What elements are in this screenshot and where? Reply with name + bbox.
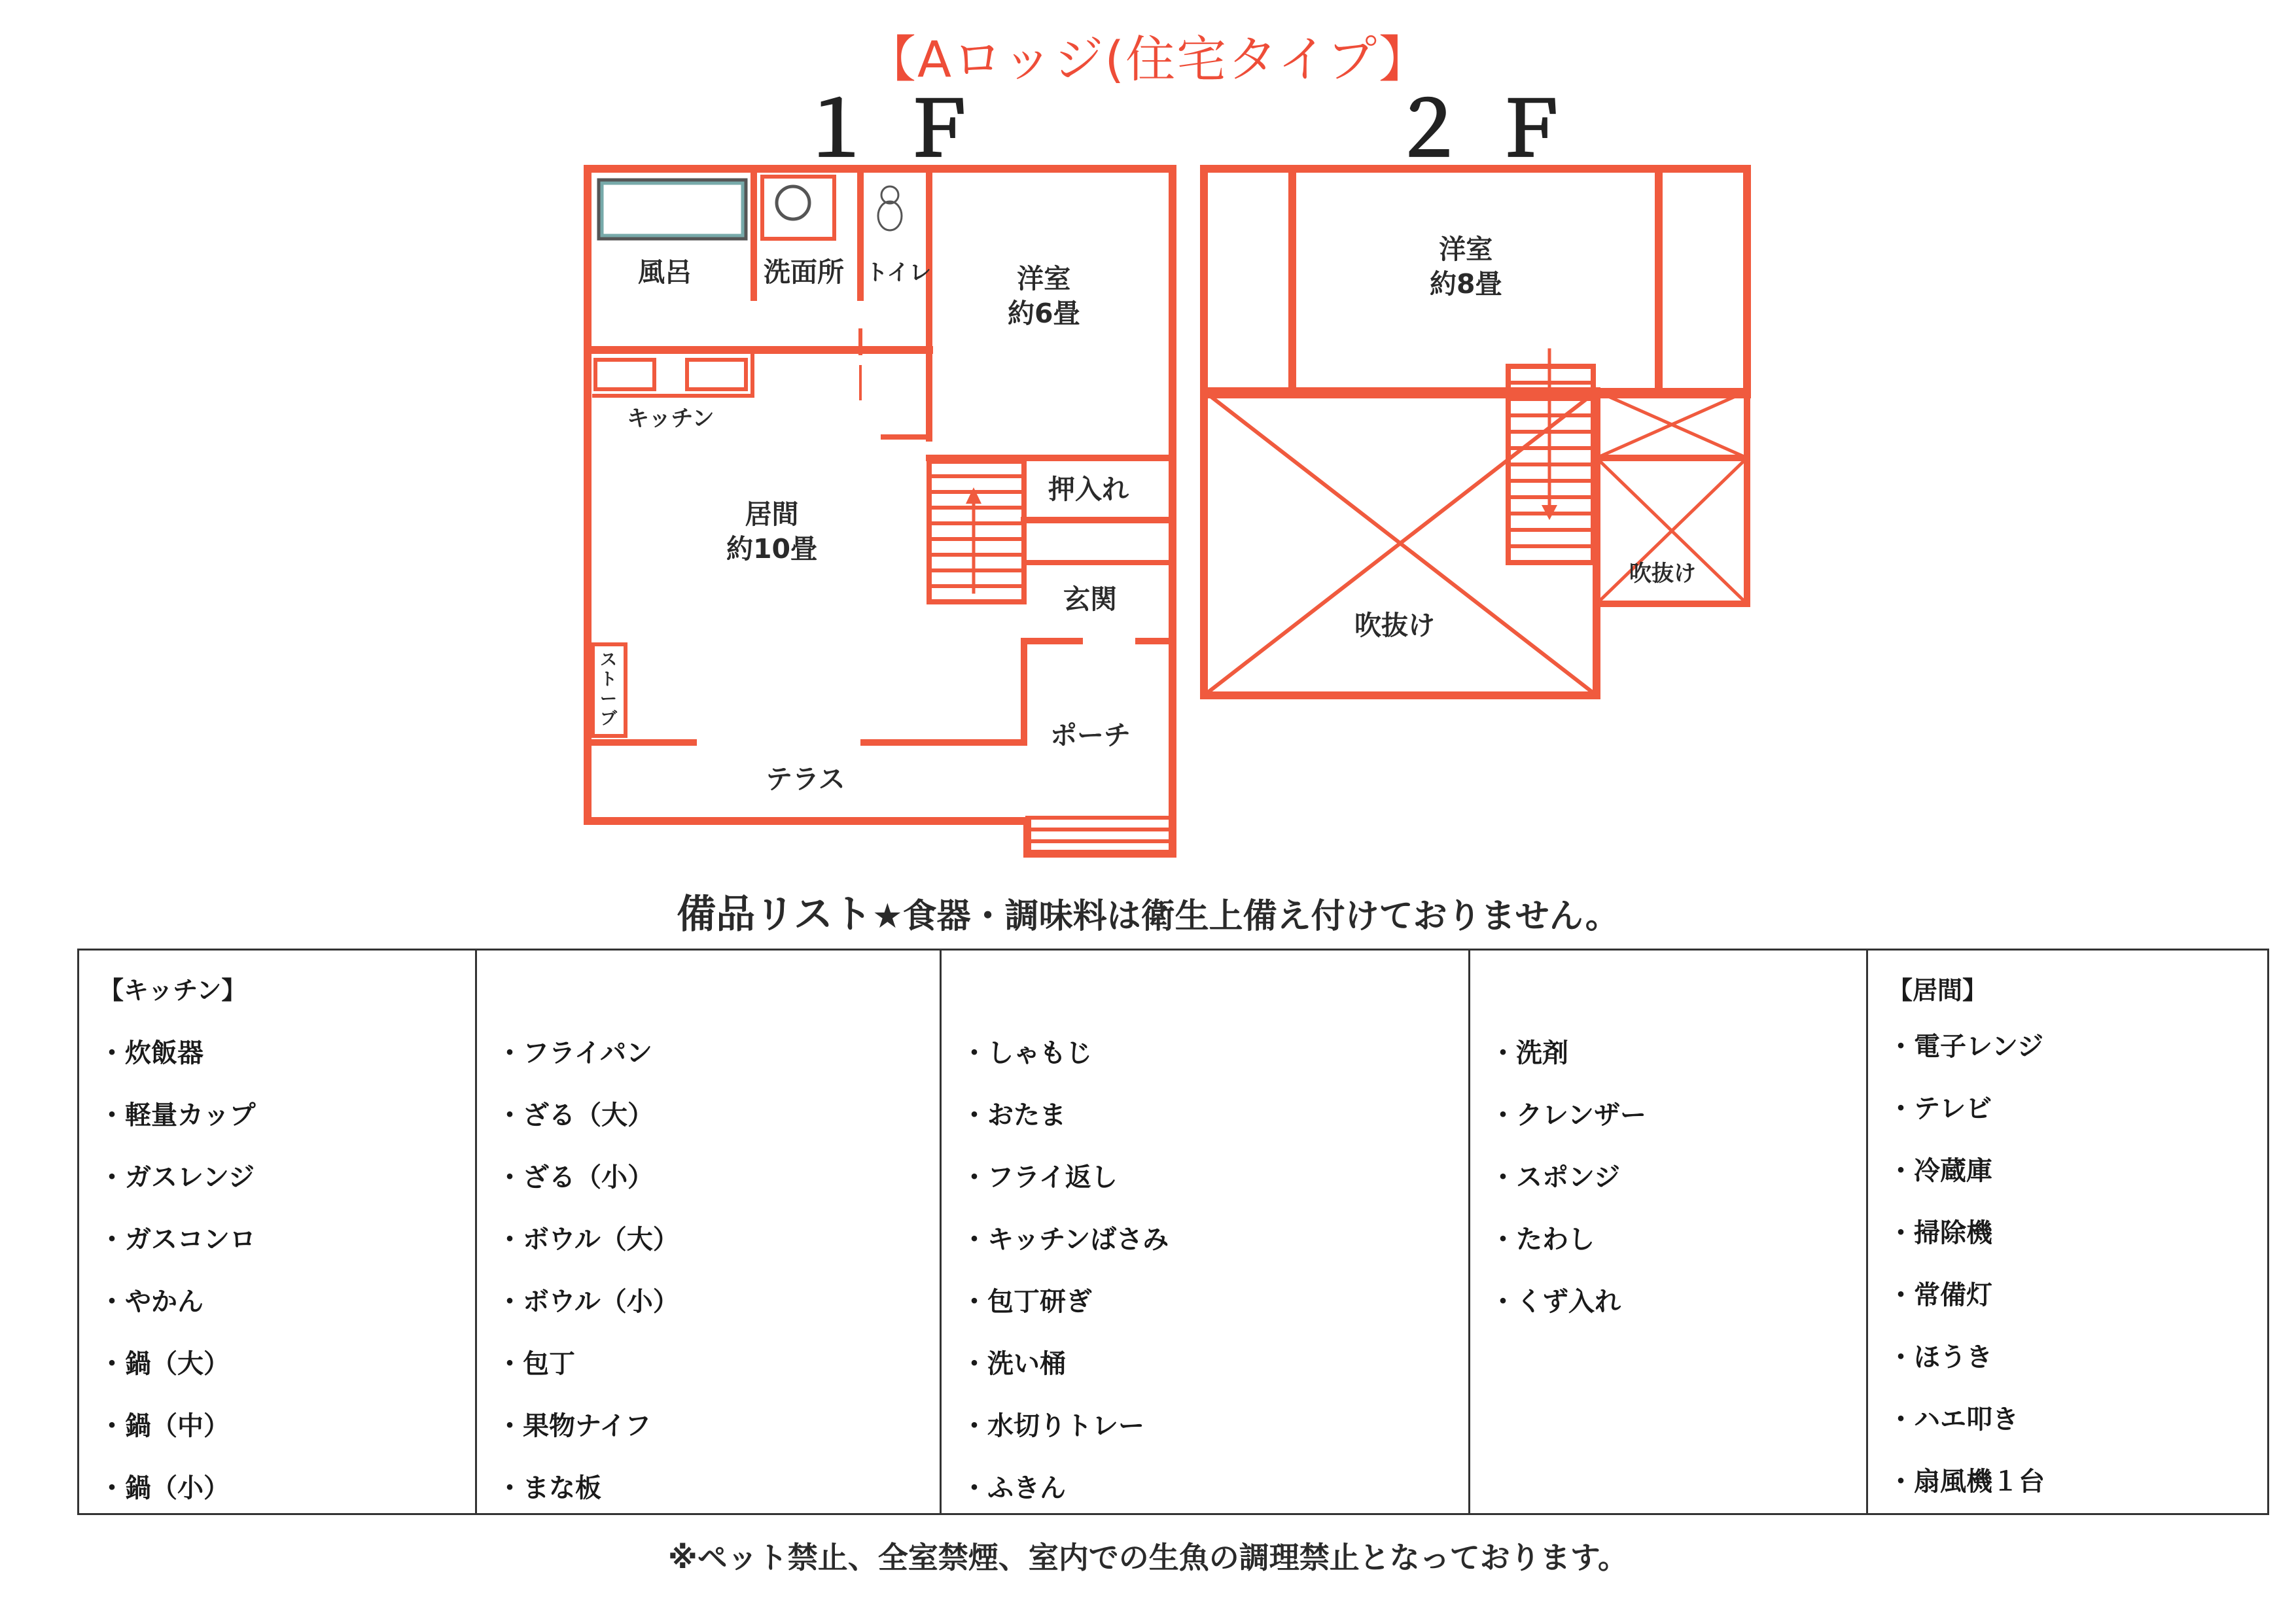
room-kitchen-label: キッチン: [627, 406, 715, 432]
equipment-column-3: [942, 951, 1470, 1513]
list-item: ・掃除機: [1888, 1218, 1992, 1248]
item-list: [961, 1022, 1169, 1520]
list-item: ・やかん: [99, 1287, 203, 1317]
list-item: ・軽量カップ: [99, 1100, 256, 1130]
list-item: ・おたま: [961, 1100, 1066, 1130]
page-title: 【Aロッジ(住宅タイプ】: [866, 30, 1430, 88]
room-western-1f-label: 洋室 約6畳: [1008, 263, 1080, 330]
list-item: ・くず入れ: [1490, 1287, 1621, 1317]
list-item: ・鍋（中）: [99, 1411, 230, 1441]
room-bath-label: 風呂: [638, 256, 692, 288]
equipment-column-living: [1868, 951, 2267, 1513]
floor-1-label: １Ｆ: [798, 86, 1002, 174]
list-item: ・たわし: [1490, 1225, 1595, 1255]
list-item: ・ボウル（大）: [497, 1225, 679, 1255]
room-porch-label: ポーチ: [1050, 720, 1131, 751]
stairs-1f-treads: [929, 476, 1024, 592]
equipment-table: [77, 949, 2269, 1515]
list-item: ・常備灯: [1888, 1280, 1992, 1310]
list-item: ・フライ返し: [961, 1162, 1118, 1193]
equipment-title: 備品リスト: [677, 892, 873, 937]
list-item: ・洗剤: [1490, 1038, 1568, 1068]
list-item: ・包丁研ぎ: [961, 1287, 1092, 1317]
floor-2-label: ２Ｆ: [1390, 86, 1595, 174]
porch-steps: [1027, 818, 1173, 841]
list-item: ・ガスコンロ: [99, 1225, 256, 1255]
room-washroom-label: 洗面所: [764, 256, 844, 288]
column-header: 【居間】: [1888, 976, 1988, 1005]
column-header: 【キッチン】: [99, 976, 247, 1005]
void-small-label: 吹抜け: [1629, 561, 1696, 587]
list-item: ・ほうき: [1888, 1342, 1992, 1372]
stairs-2f-treads: [1508, 350, 1593, 546]
room-entrance-label: 玄関: [1063, 584, 1117, 615]
list-item: ・テレビ: [1888, 1094, 1992, 1124]
list-item: ・スポンジ: [1490, 1162, 1620, 1193]
item-list: [1888, 1016, 2045, 1513]
equipment-column-4: [1470, 951, 1868, 1513]
equipment-column-2: [477, 951, 942, 1513]
list-item: ・ハエ叩き: [1888, 1405, 2019, 1435]
list-item: ・鍋（小）: [99, 1473, 230, 1503]
list-item: ・しゃもじ: [961, 1038, 1092, 1068]
stove-label: ストーブ: [599, 650, 617, 729]
list-item: ・キッチンばさみ: [961, 1225, 1169, 1255]
room-closet-label: 押入れ: [1048, 474, 1129, 505]
list-item: ・電子レンジ: [1888, 1032, 2043, 1062]
list-item: ・炊飯器: [99, 1038, 203, 1068]
item-list: [99, 1022, 256, 1520]
list-item: ・洗い桶: [961, 1349, 1066, 1379]
item-list: [497, 1022, 679, 1520]
list-item: ・水切りトレー: [961, 1411, 1144, 1441]
footer-note: ※ペット禁止、全室禁煙、室内での生魚の調理禁止となっております。: [667, 1540, 1629, 1575]
void-large-label: 吹抜け: [1354, 610, 1435, 641]
list-item: ・クレンザー: [1490, 1100, 1646, 1130]
list-item: ・鍋（大）: [99, 1349, 230, 1379]
list-item: ・包丁: [497, 1349, 575, 1379]
room-living-label: 居間 約10畳: [726, 498, 818, 565]
room-terrace-label: テラス: [766, 763, 845, 795]
list-item: ・ざる（大）: [497, 1100, 654, 1130]
equipment-note: ★食器・調味料は衛生上備え付けておりません。: [872, 897, 1619, 936]
equipment-heading: [0, 883, 2296, 939]
list-item: ・冷蔵庫: [1888, 1156, 1992, 1186]
list-item: ・ボウル（小）: [497, 1287, 679, 1317]
list-item: ・ガスレンジ: [99, 1162, 255, 1193]
room-western-2f-label: 洋室 約8畳: [1430, 234, 1502, 300]
list-item: ・まな板: [497, 1473, 601, 1503]
list-item: ・フライパン: [497, 1038, 652, 1068]
item-list: [1490, 1022, 1646, 1333]
room-toilet-label: トイレ: [866, 260, 932, 286]
list-item: ・ふきん: [961, 1473, 1066, 1503]
list-item: ・果物ナイフ: [497, 1411, 651, 1441]
equipment-column-kitchen: [79, 951, 477, 1513]
list-item: ・扇風機１台: [1888, 1467, 2045, 1497]
list-item: ・ざる（小）: [497, 1162, 654, 1193]
